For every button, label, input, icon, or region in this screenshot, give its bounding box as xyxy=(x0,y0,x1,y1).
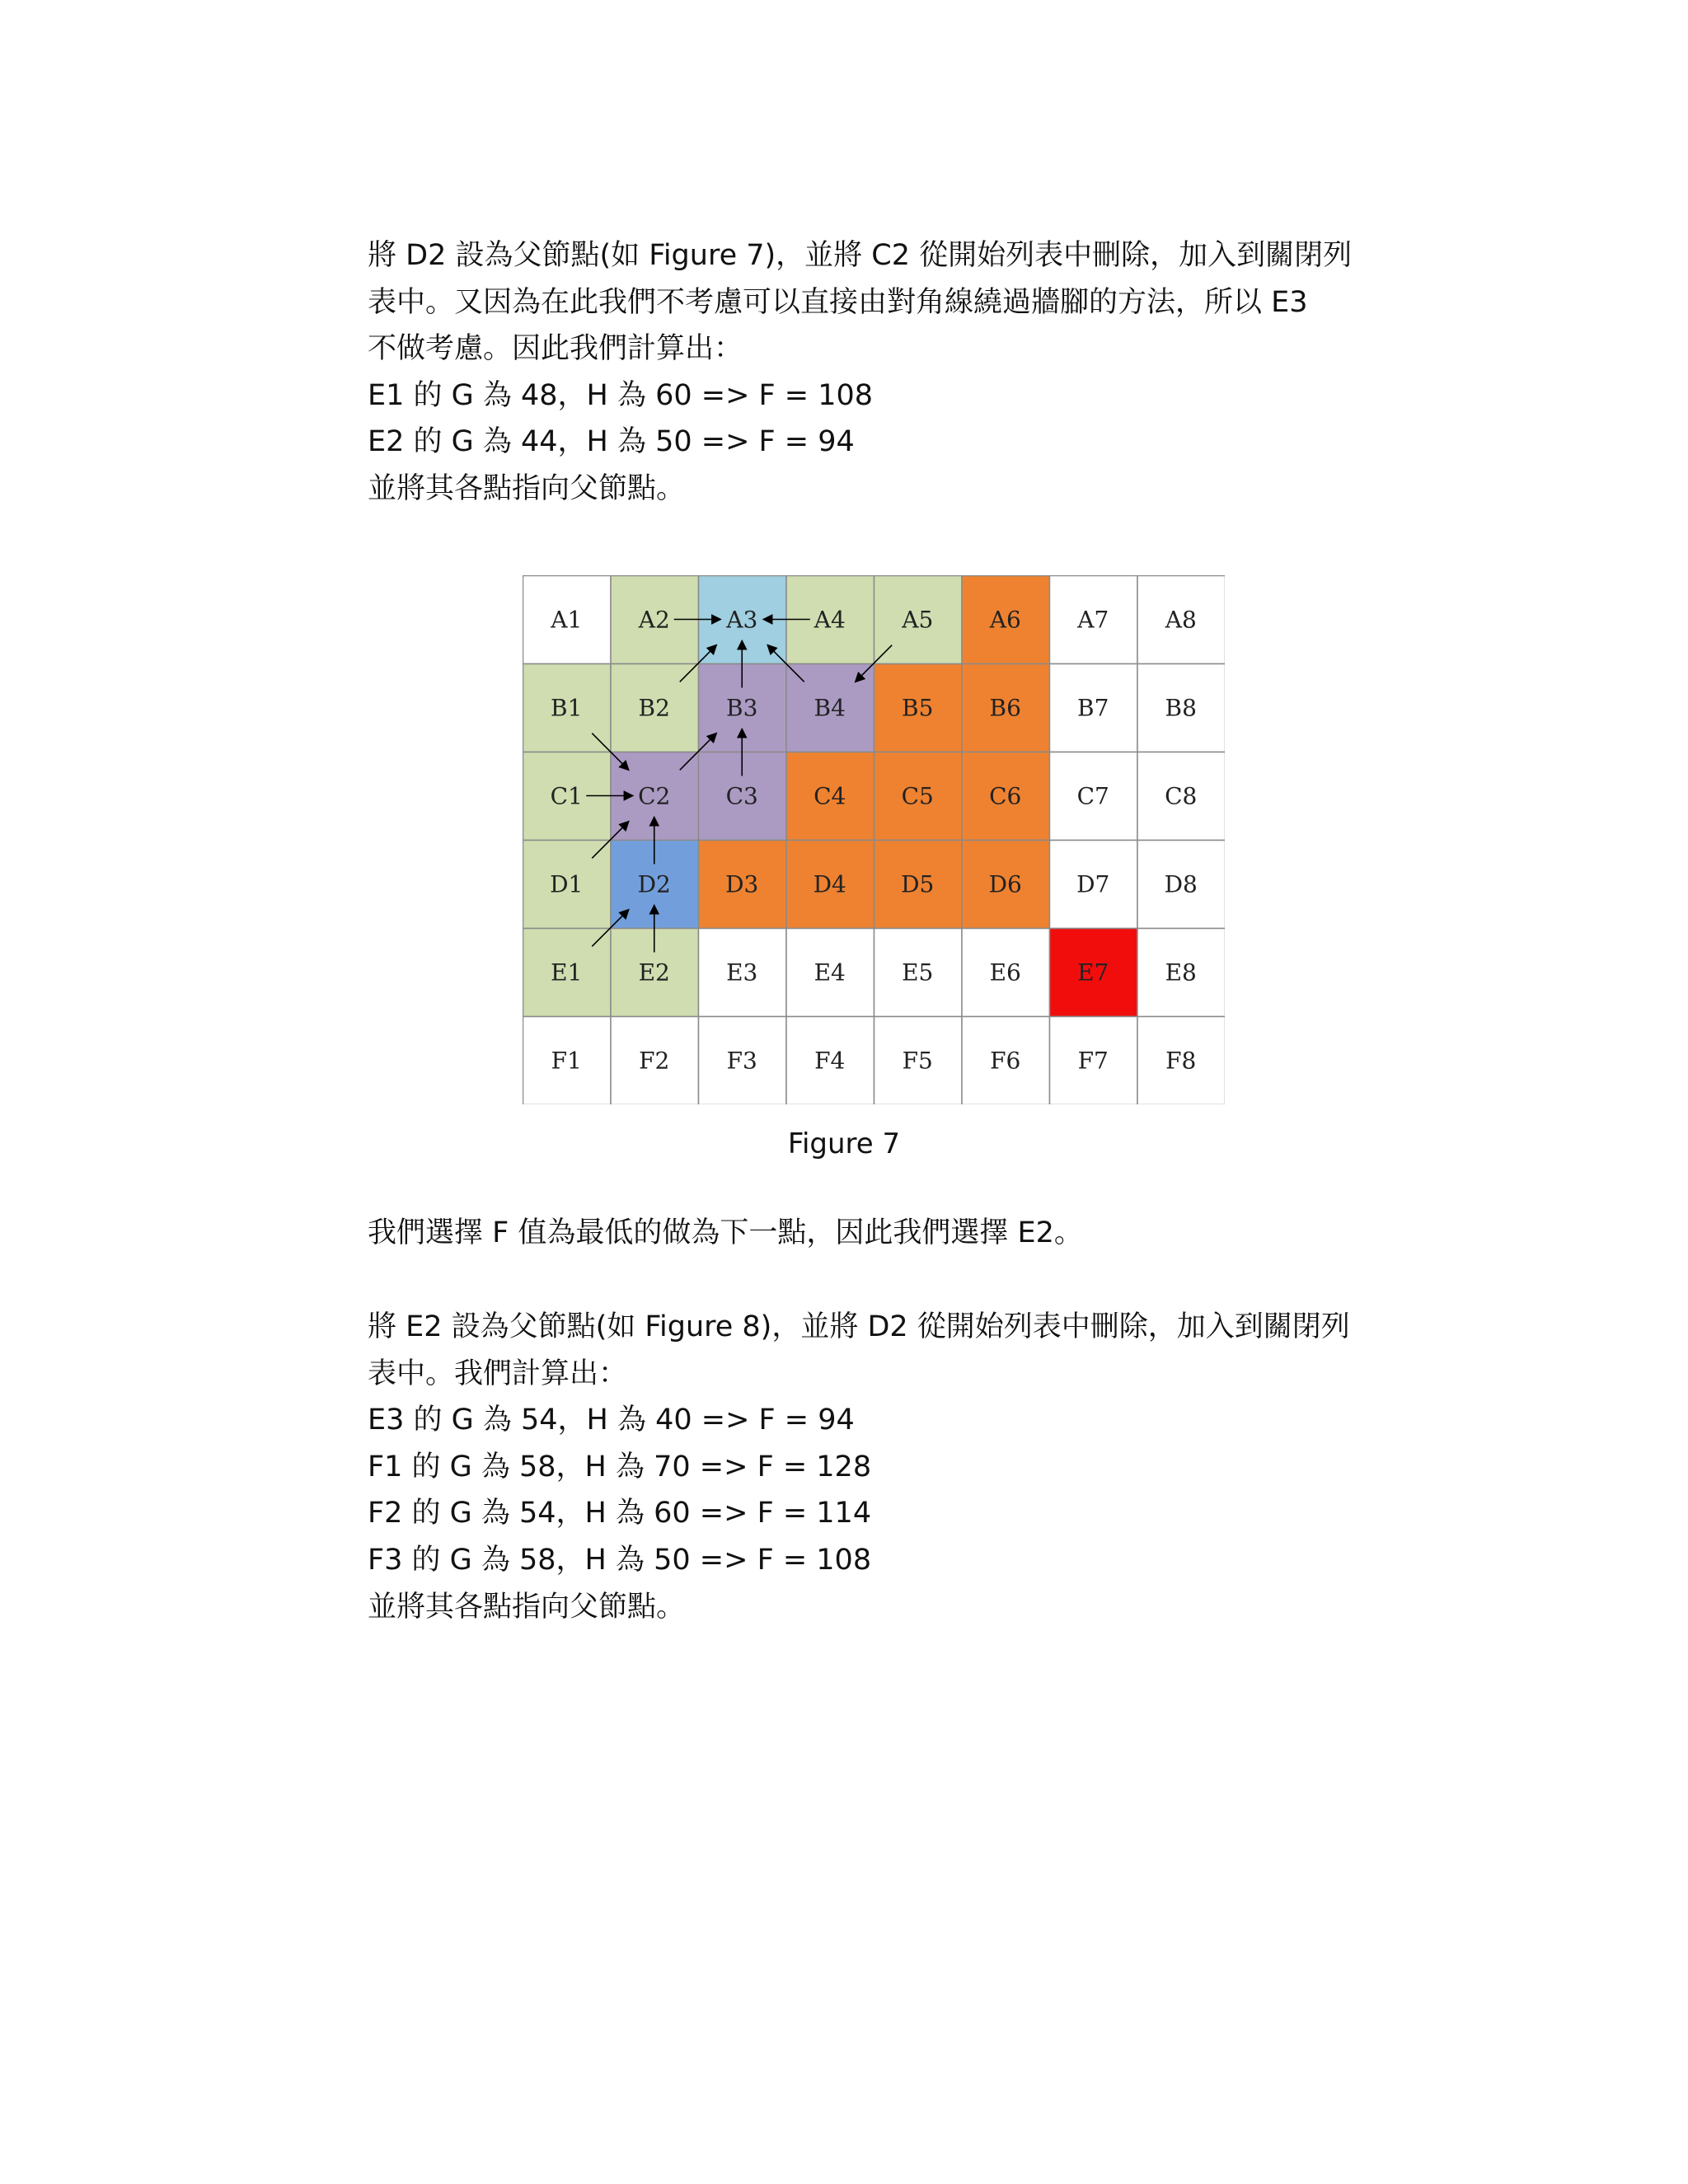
grid-cell-label: A2 xyxy=(638,606,670,634)
grid-cell-label: F6 xyxy=(990,1047,1021,1075)
grid-cell-label: A3 xyxy=(726,606,758,634)
grid-cell-label: E1 xyxy=(551,958,583,987)
grid-cell-label: A8 xyxy=(1165,606,1197,634)
text-line: 並將其各點指向父節點。 xyxy=(368,1590,686,1624)
grid-cell-label: B1 xyxy=(551,694,583,722)
grid-cell-label: C5 xyxy=(901,782,934,810)
grid-cell-label: F1 xyxy=(551,1047,582,1075)
text-line: E2 的 G 為 44，H 為 50 => F = 94 xyxy=(368,425,855,459)
grid-cell-label: E7 xyxy=(1077,958,1109,987)
grid-cell-label: D7 xyxy=(1076,870,1110,898)
grid-cell-label: C3 xyxy=(725,782,758,810)
grid-cell-label: A7 xyxy=(1077,606,1109,634)
grid-cell-label: A6 xyxy=(989,606,1021,634)
text-line: F3 的 G 為 58，H 為 50 => F = 108 xyxy=(368,1543,872,1577)
grid-cell-label: C8 xyxy=(1165,782,1198,810)
grid-cell-label: D4 xyxy=(813,870,846,898)
text-line: F2 的 G 為 54，H 為 60 => F = 114 xyxy=(368,1497,872,1530)
grid-cell-label: D5 xyxy=(901,870,935,898)
grid-cell-label: D1 xyxy=(550,870,584,898)
grid-cell-label: C6 xyxy=(989,782,1022,810)
grid-cell-label: F3 xyxy=(726,1047,757,1075)
text-line: 不做考慮。因此我們計算出： xyxy=(368,332,743,366)
grid-cell-label: F4 xyxy=(814,1047,846,1075)
grid-cell-label: A1 xyxy=(551,606,583,634)
text-line: F1 的 G 為 58，H 為 70 => F = 128 xyxy=(368,1450,872,1483)
text-line: E3 的 G 為 54，H 為 40 => F = 94 xyxy=(368,1404,855,1437)
grid-cell-label: C1 xyxy=(550,782,583,810)
text-line: 並將其各點指向父節點。 xyxy=(368,471,686,505)
grid-cell-label: B6 xyxy=(989,694,1021,722)
grid-cell-label: C2 xyxy=(638,782,671,810)
grid-cell-label: E2 xyxy=(638,958,670,987)
grid-cell-label: F8 xyxy=(1165,1047,1197,1075)
grid-cell-label: D6 xyxy=(988,870,1022,898)
paragraph-figure7-intro xyxy=(368,232,1381,513)
text-line: E1 的 G 為 48，H 為 60 => F = 108 xyxy=(368,378,874,412)
grid-cell-label: D2 xyxy=(637,870,671,898)
grid-cell-label: A5 xyxy=(902,606,934,634)
grid-cell-label: D8 xyxy=(1164,870,1198,898)
grid-svg xyxy=(523,575,1225,1104)
text-line: 表中。我們計算出： xyxy=(368,1357,628,1390)
grid-cell-label: B4 xyxy=(814,694,846,722)
grid-cell-label: B7 xyxy=(1077,694,1109,722)
grid-cell-label: E5 xyxy=(902,958,934,987)
grid-cell-label: D3 xyxy=(725,870,759,898)
paragraph-select-e2 xyxy=(368,1210,1381,1257)
paragraph-figure8-intro xyxy=(368,1304,1381,1630)
grid-cell-label: F7 xyxy=(1077,1047,1109,1075)
grid-cell-label: F5 xyxy=(902,1047,933,1075)
grid-cell-label: E4 xyxy=(814,958,846,987)
grid-cell-label: C4 xyxy=(814,782,846,810)
pathfinding-grid-figure xyxy=(523,575,1225,1104)
grid-cell-label: E3 xyxy=(726,958,758,987)
text-line: 表中。又因為在此我們不考慮可以直接由對角線繞過牆腳的方法，所以 E3 xyxy=(368,285,1308,319)
text-line: 將 D2 設為父節點(如 Figure 7)，並將 C2 從開始列表中刪除，加入到關閉列 xyxy=(368,239,1353,272)
text-line: 將 E2 設為父節點(如 Figure 8)，並將 D2 從開始列表中刪除，加入到關閉列 xyxy=(368,1310,1350,1343)
grid-cell-label: B8 xyxy=(1165,694,1197,722)
grid-cell-label: E6 xyxy=(989,958,1021,987)
grid-cell-label: F2 xyxy=(639,1047,670,1075)
grid-cell-label: B3 xyxy=(726,694,758,722)
grid-cell-label: A4 xyxy=(814,606,846,634)
figure-caption: Figure 7 xyxy=(787,1127,901,1160)
text-line: 我們選擇 F 值為最低的做為下一點，因此我們選擇 E2。 xyxy=(368,1216,1083,1249)
grid-cell-label: C7 xyxy=(1076,782,1109,810)
grid-cell-label: B2 xyxy=(638,694,670,722)
grid-cell-label: E8 xyxy=(1165,958,1197,987)
grid-cell-label: B5 xyxy=(902,694,934,722)
